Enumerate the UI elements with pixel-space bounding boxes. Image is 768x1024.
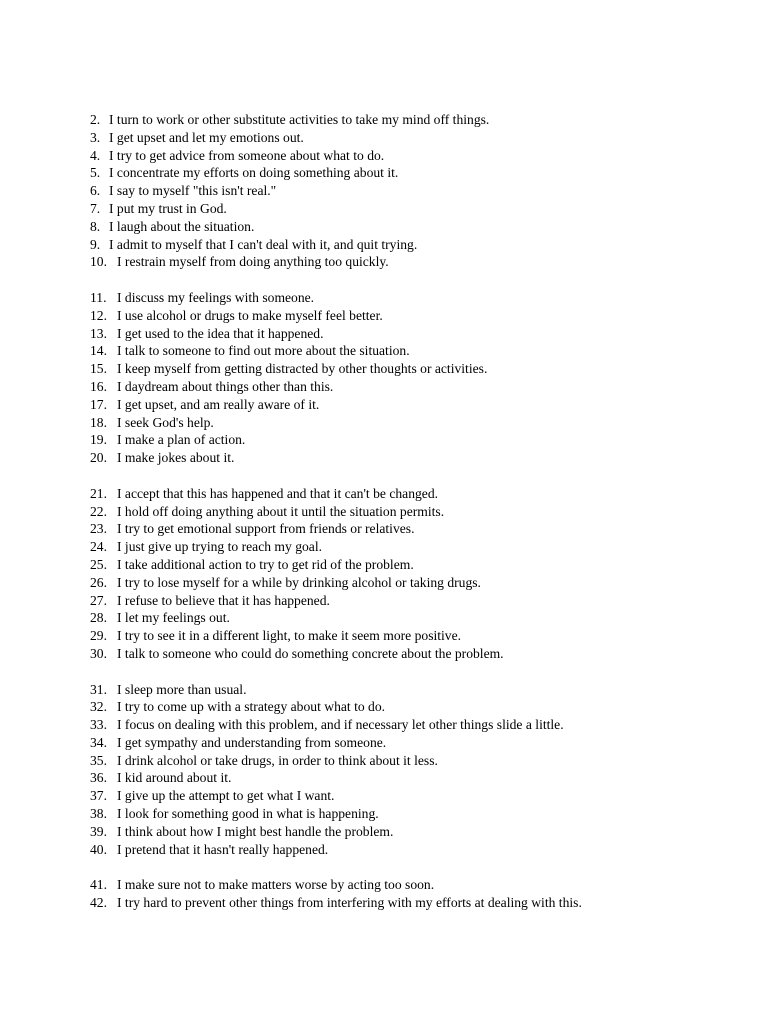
item-number: 24.: [90, 539, 107, 555]
item-number: 41.: [90, 877, 107, 893]
list-item: [90, 574, 730, 592]
item-number: 3.: [90, 129, 101, 145]
item-text: I restrain myself from doing anything too quickly.: [117, 254, 389, 270]
item-text: I drink alcohol or take drugs, in order to think about it less.: [117, 752, 438, 768]
item-number: 25.: [90, 556, 107, 572]
item-number: 8.: [90, 218, 101, 234]
item-text: I try to get advice from someone about what to do.: [109, 147, 385, 163]
list-item: [90, 787, 730, 805]
item-number: 18.: [90, 414, 107, 430]
item-number: 23.: [90, 521, 107, 537]
item-number: 30.: [90, 645, 107, 661]
list-item: [90, 325, 730, 343]
item-number: 19.: [90, 432, 107, 448]
list-item: [90, 805, 730, 823]
item-text: I daydream about things other than this.: [117, 378, 334, 394]
list-item: [90, 894, 730, 912]
item-number: 31.: [90, 681, 107, 697]
item-text: I say to myself "this isn't real.": [109, 183, 277, 199]
item-text: I keep myself from getting distracted by other thoughts or activities.: [117, 361, 488, 377]
item-text: I turn to work or other substitute activities to take my mind off things.: [109, 112, 490, 127]
list-item: [90, 129, 730, 147]
item-group: [90, 111, 730, 271]
item-number: 39.: [90, 823, 107, 839]
list-item: [90, 503, 730, 521]
item-number: 38.: [90, 806, 107, 822]
item-text: I seek God's help.: [117, 414, 214, 430]
item-number: 17.: [90, 396, 107, 412]
item-text: I pretend that it hasn't really happened.: [117, 841, 329, 857]
list-item: [90, 236, 730, 254]
list-item: [90, 592, 730, 610]
item-number: 16.: [90, 378, 107, 394]
list-item: [90, 396, 730, 414]
item-text: I make a plan of action.: [117, 432, 246, 448]
item-text: I discuss my feelings with someone.: [117, 289, 315, 305]
item-text: I get upset, and am really aware of it.: [117, 396, 320, 412]
list-item: [90, 698, 730, 716]
item-text: I talk to someone to find out more about the situation.: [117, 343, 410, 359]
list-item: [90, 253, 730, 271]
item-number: 2.: [90, 112, 101, 127]
item-text: I sleep more than usual.: [117, 681, 247, 697]
list-item: [90, 716, 730, 734]
item-text: I use alcohol or drugs to make myself feel better.: [117, 307, 383, 323]
item-text: I try to see it in a different light, to make it seem more positive.: [117, 628, 462, 644]
list-item: [90, 752, 730, 770]
item-number: 27.: [90, 592, 107, 608]
item-number: 6.: [90, 183, 101, 199]
item-group: [90, 289, 730, 467]
item-text: I give up the attempt to get what I want.: [117, 788, 335, 804]
item-text: I hold off doing anything about it until the situation permits.: [117, 503, 445, 519]
item-number: 21.: [90, 485, 107, 501]
list-item: [90, 876, 730, 894]
list-item: [90, 342, 730, 360]
list-item: [90, 218, 730, 236]
item-text: I focus on dealing with this problem, and if necessary let other things slide a little.: [117, 717, 564, 733]
item-number: 34.: [90, 734, 107, 750]
item-number: 33.: [90, 717, 107, 733]
item-number: 42.: [90, 895, 107, 911]
item-number: 10.: [90, 254, 107, 270]
item-text: I look for something good in what is happening.: [117, 806, 379, 822]
item-number: 35.: [90, 752, 107, 768]
item-number: 12.: [90, 307, 107, 323]
item-text: I accept that this has happened and that it can't be changed.: [117, 485, 439, 501]
list-item: [90, 609, 730, 627]
item-text: I try to lose myself for a while by drinking alcohol or taking drugs.: [117, 574, 481, 590]
list-item: [90, 841, 730, 859]
item-text: I get used to the idea that it happened.: [117, 325, 324, 341]
item-text: I just give up trying to reach my goal.: [117, 539, 322, 555]
item-number: 7.: [90, 200, 101, 216]
item-text: I talk to someone who could do something concrete about the problem.: [117, 645, 504, 661]
list-item: [90, 200, 730, 218]
list-item: [90, 627, 730, 645]
list-item: [90, 734, 730, 752]
item-text: I get upset and let my emotions out.: [109, 129, 304, 145]
item-number: 32.: [90, 699, 107, 715]
list-item: [90, 307, 730, 325]
list-item: [90, 360, 730, 378]
list-item: [90, 449, 730, 467]
item-text: I kid around about it.: [117, 770, 232, 786]
item-text: I try to get emotional support from friends or relatives.: [117, 521, 415, 537]
list-item: [90, 556, 730, 574]
item-number: 5.: [90, 165, 101, 181]
list-item: [90, 769, 730, 787]
item-group: [90, 681, 730, 859]
item-text: I laugh about the situation.: [109, 218, 255, 234]
list-item: [90, 431, 730, 449]
item-number: 40.: [90, 841, 107, 857]
item-number: 22.: [90, 503, 107, 519]
item-number: 29.: [90, 628, 107, 644]
list-item: [90, 182, 730, 200]
item-number: 13.: [90, 325, 107, 341]
item-text: I try hard to prevent other things from interfering with my efforts at dealing with this.: [117, 895, 582, 911]
item-group: [90, 876, 730, 912]
item-text: I admit to myself that I can't deal with it, and quit trying.: [109, 236, 418, 252]
item-text: I put my trust in God.: [109, 200, 227, 216]
item-text: I refuse to believe that it has happened.: [117, 592, 330, 608]
item-text: I concentrate my efforts on doing something about it.: [109, 165, 399, 181]
list-item: [90, 823, 730, 841]
list-item: [90, 164, 730, 182]
item-number: 11.: [90, 289, 107, 305]
item-text: I try to come up with a strategy about what to do.: [117, 699, 386, 715]
item-text: I get sympathy and understanding from someone.: [117, 734, 387, 750]
item-number: 20.: [90, 450, 107, 466]
list-item: [90, 538, 730, 556]
item-number: 15.: [90, 361, 107, 377]
list-item: [90, 111, 730, 129]
item-number: 9.: [90, 236, 101, 252]
item-number: 37.: [90, 788, 107, 804]
item-number: 36.: [90, 770, 107, 786]
item-text: I make sure not to make matters worse by acting too soon.: [117, 877, 435, 893]
item-number: 14.: [90, 343, 107, 359]
item-text: I think about how I might best handle the problem.: [117, 823, 394, 839]
item-text: I make jokes about it.: [117, 450, 235, 466]
list-item: [90, 378, 730, 396]
questionnaire-list: [90, 111, 730, 930]
item-group: [90, 485, 730, 663]
list-item: [90, 485, 730, 503]
item-number: 4.: [90, 147, 101, 163]
list-item: [90, 520, 730, 538]
item-text: I let my feelings out.: [117, 610, 230, 626]
item-text: I take additional action to try to get rid of the problem.: [117, 556, 414, 572]
list-item: [90, 289, 730, 307]
item-number: 28.: [90, 610, 107, 626]
item-number: 26.: [90, 574, 107, 590]
list-item: [90, 147, 730, 165]
list-item: [90, 645, 730, 663]
list-item: [90, 414, 730, 432]
list-item: [90, 681, 730, 699]
